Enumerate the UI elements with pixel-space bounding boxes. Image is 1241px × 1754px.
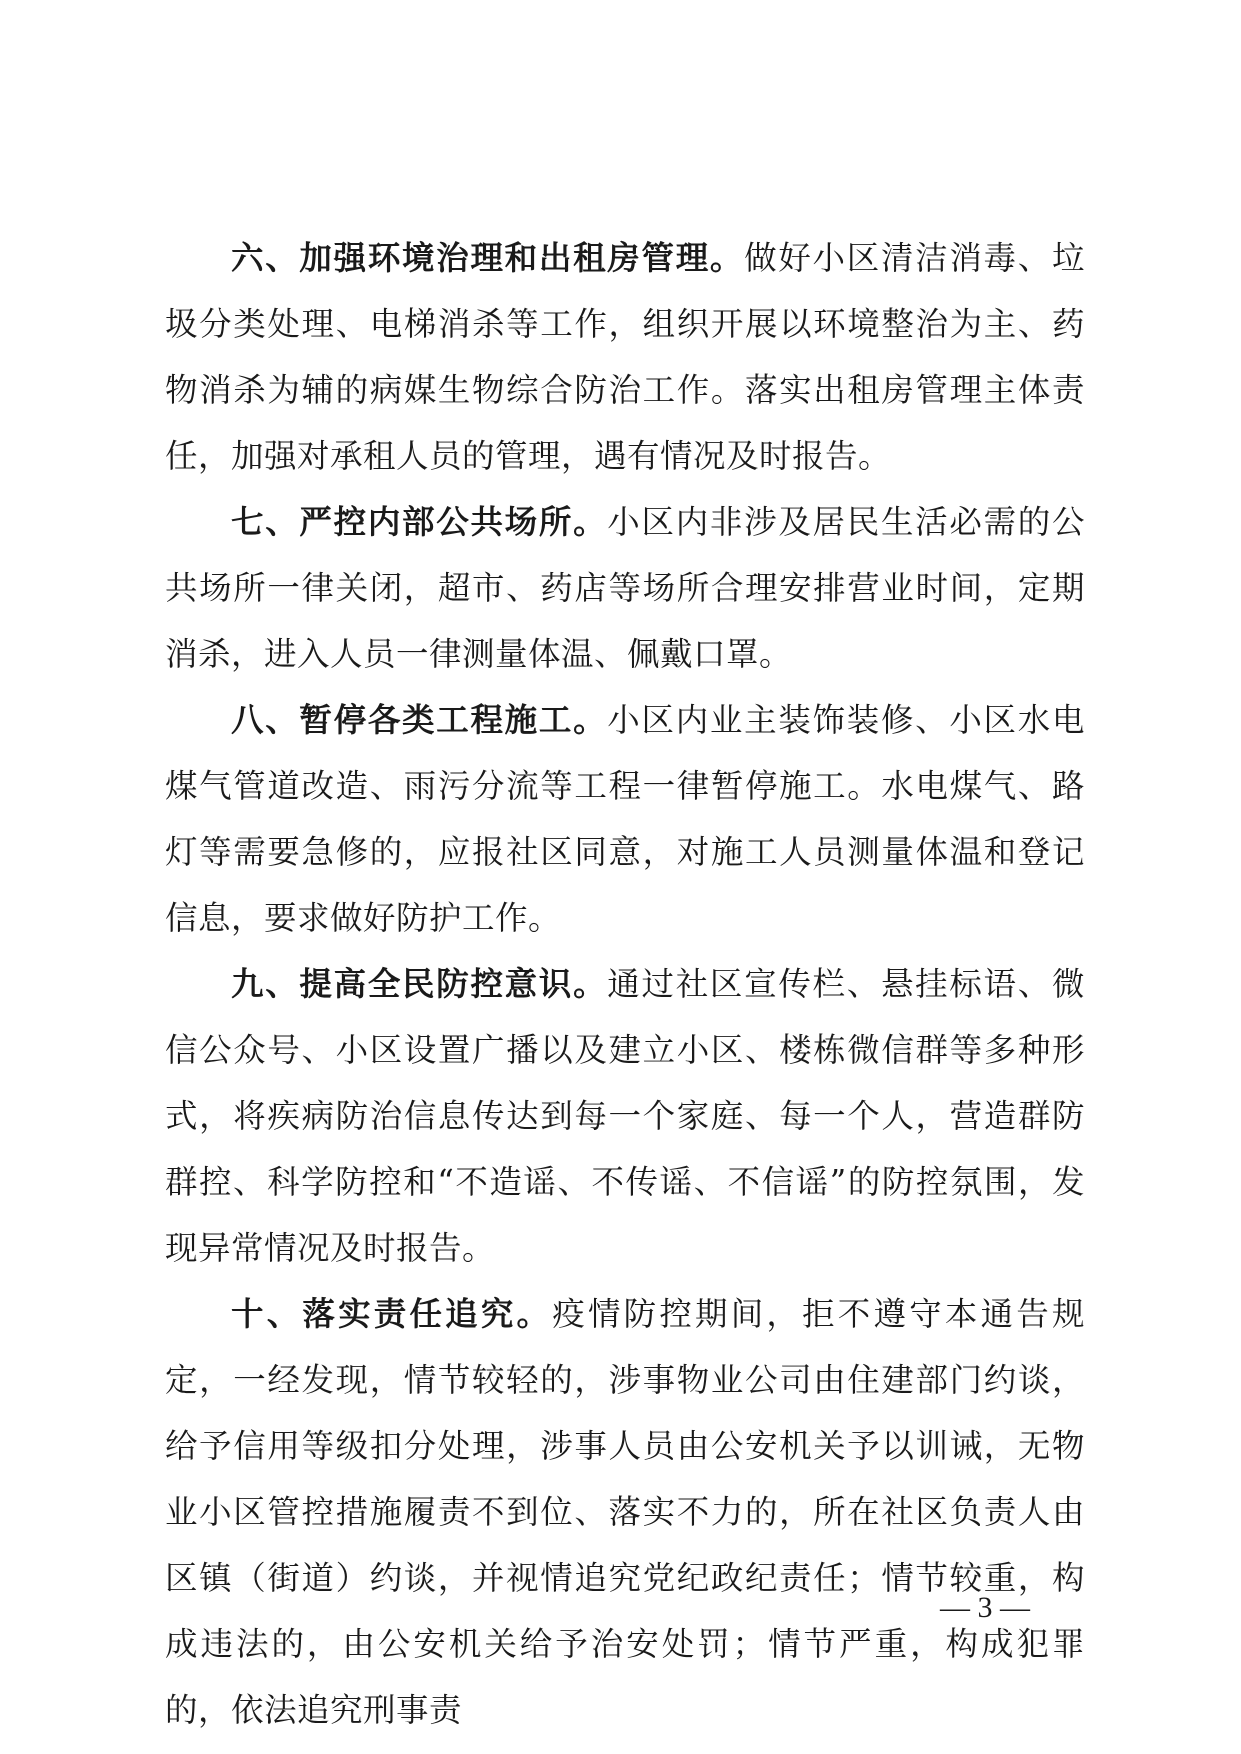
paragraph-7 [165, 489, 1085, 687]
paragraph-9 [165, 951, 1085, 1281]
paragraph-10-heading: 十、落实责任追究。 [231, 1295, 553, 1333]
paragraph-8-heading: 八、暂停各类工程施工。 [231, 701, 608, 739]
paragraph-6 [165, 225, 1085, 489]
paragraph-6-heading: 六、加强环境治理和出租房管理。 [231, 239, 745, 277]
paragraph-8-body: 小区内业主装饰装修、小区水电煤气管道改造、雨污分流等工程一律暂停施工。水电煤气、路灯等需要急修的，应报社区同意，对施工人员测量体温和登记信息，要求做好防护工作。 [165, 701, 1085, 937]
paragraph-9-heading: 九、提高全民防控意识。 [231, 965, 608, 1003]
paragraph-6-body: 做好小区清洁消毒、垃圾分类处理、电梯消杀等工作，组织开展以环境整治为主、药物消杀为辅的病媒生物综合防治工作。落实出租房管理主体责任，加强对承租人员的管理，遇有情况及时报告。 [165, 239, 1085, 475]
paragraph-7-body: 小区内非涉及居民生活必需的公共场所一律关闭，超市、药店等场所合理安排营业时间，定期消杀，进入人员一律测量体温、佩戴口罩。 [165, 503, 1085, 673]
paragraph-7-heading: 七、严控内部公共场所。 [231, 503, 608, 541]
page-number: — 3 — [940, 1591, 1030, 1624]
body-text [165, 225, 1085, 1743]
paragraph-10-body: 疫情防控期间，拒不遵守本通告规定，一经发现，情节较轻的，涉事物业公司由住建部门约谈，给予信用等级扣分处理，涉事人员由公安机关予以训诫，无物业小区管控措施履责不到位、落实不力的，所在社区负责人由区镇（街道）约谈，并视情追究党纪政纪责任；情节较重，构成违法的，由公安机关给予治安处罚；情节严重，构成犯罪的，依法追究刑事责 [165, 1295, 1085, 1729]
paragraph-8 [165, 687, 1085, 951]
paragraph-10 [165, 1281, 1085, 1743]
paragraph-9-body: 通过社区宣传栏、悬挂标语、微信公众号、小区设置广播以及建立小区、楼栋微信群等多种形式，将疾病防治信息传达到每一个家庭、每一个人，营造群防群控、科学防控和“不造谣、不传谣、不信谣”的防控氛围，发现异常情况及时报告。 [165, 965, 1085, 1267]
